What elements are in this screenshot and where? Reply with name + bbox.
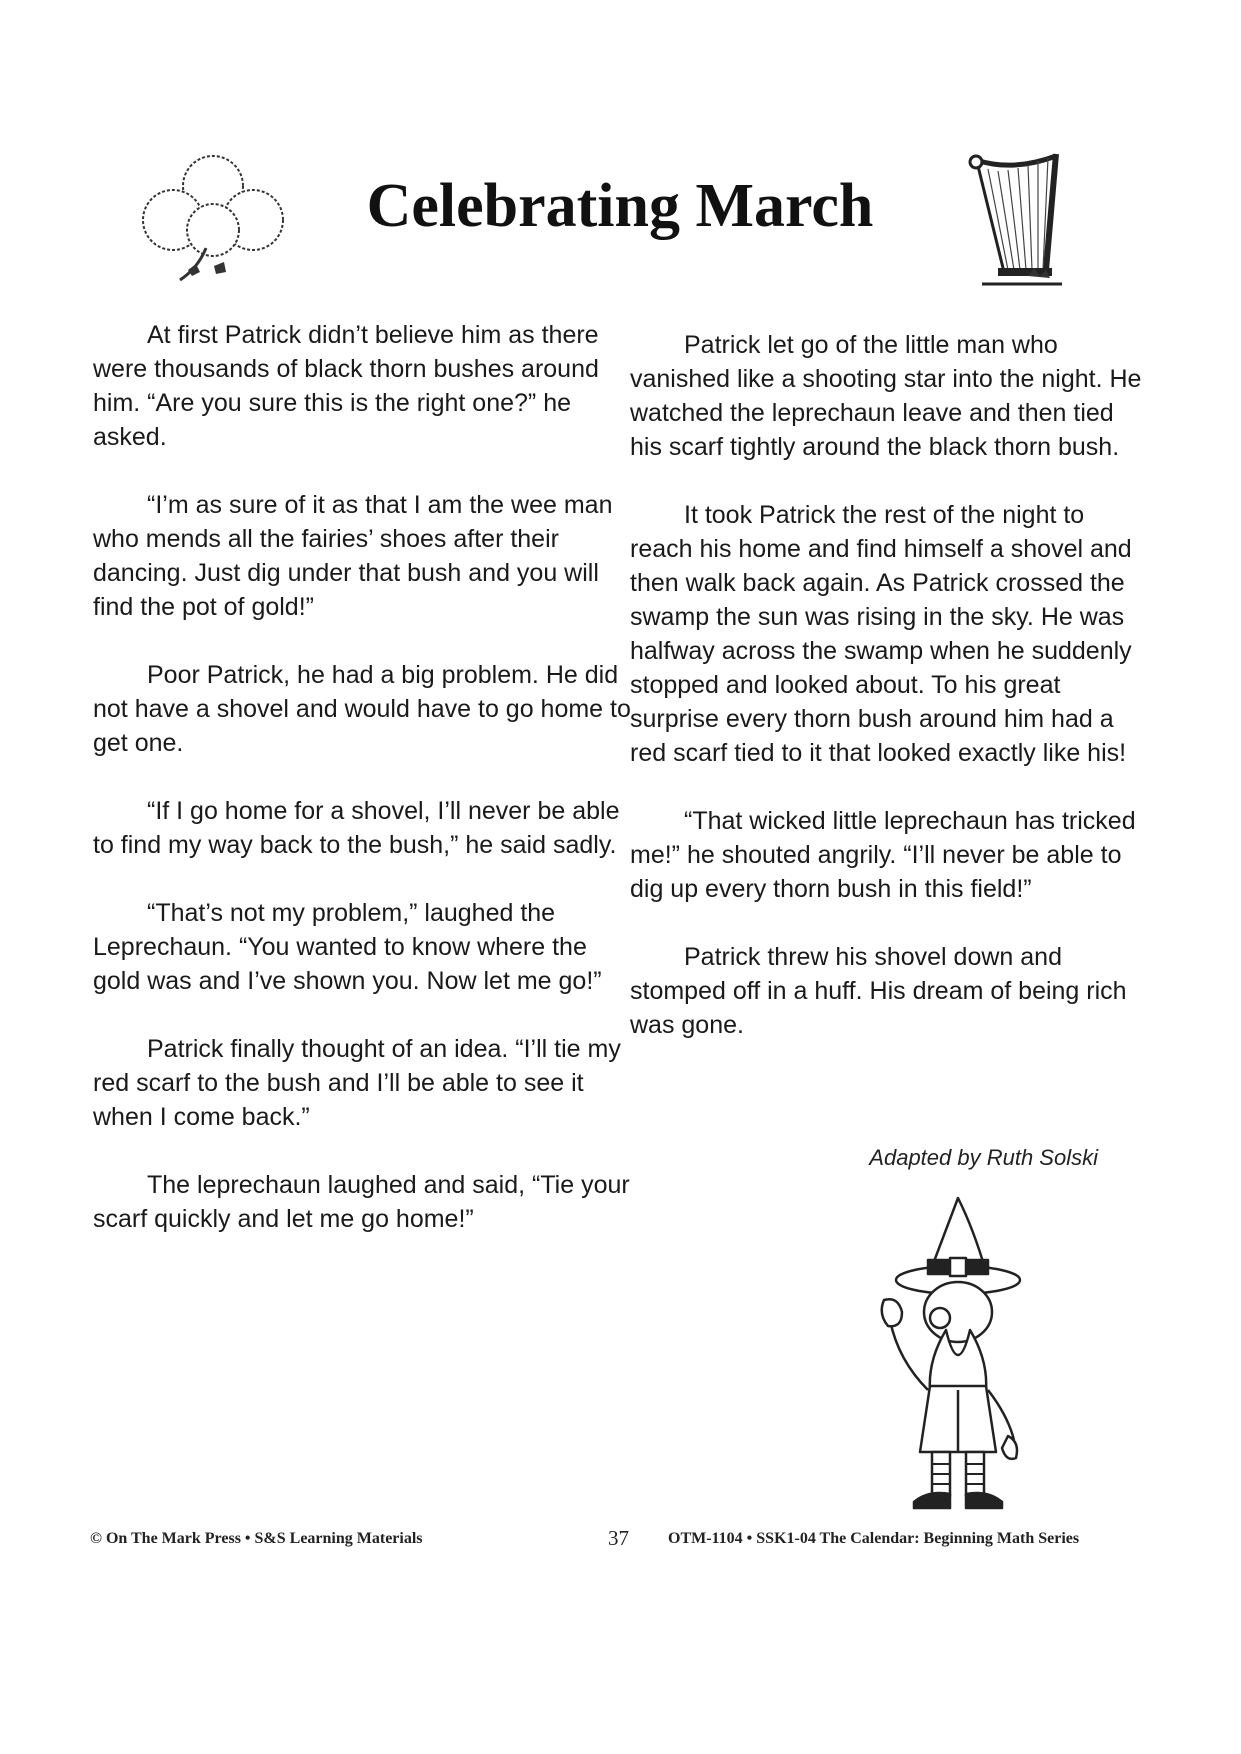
story-paragraph: “I’m as sure of it as that I am the wee man who mends all the fairies’ shoes after their dancing. Just dig under that bush and you will find the pot of gold!”: [93, 491, 613, 621]
page-footer: [0, 1526, 1241, 1556]
story-paragraph: “That’s not my problem,” laughed the Leprechaun. “You wanted to know where the gold was and I’ve shown you. Now let me go!”: [93, 899, 602, 995]
page-title: Celebrating March: [366, 172, 874, 240]
story-paragraph: The leprechaun laughed and said, “Tie your scarf quickly and let me go home!”: [93, 1171, 630, 1233]
story-paragraph: Poor Patrick, he had a big problem. He did not have a shovel and would have to go home to get one.: [93, 661, 631, 757]
footer-publisher: © On The Mark Press • S&S Learning Materials: [90, 1530, 423, 1547]
shamrock-icon: [128, 148, 298, 288]
author-credit: Adapted by Ruth Solski: [869, 1145, 1098, 1170]
story-paragraph: It took Patrick the rest of the night to reach his home and find himself a shovel and then walk back again. As Patrick crossed the swamp the sun was rising in the sky. He was halfway across the swamp when he suddenly stopped and looked about. To his great surprise every thorn bush around him had a red scarf tied to it that looked exactly like his!: [630, 501, 1132, 767]
story-paragraph: “If I go home for a shovel, I’ll never be able to find my way back to the bush,” he said sadly.: [93, 797, 620, 859]
leprechaun-illustration: [858, 1190, 1058, 1520]
story-right-column: [630, 328, 1150, 1076]
story-paragraph: At first Patrick didn’t believe him as there were thousands of black thorn bushes around him. “Are you sure this is the right one?” he asked.: [93, 321, 599, 451]
story-paragraph: Patrick let go of the little man who vanished like a shooting star into the night. He watched the leprechaun leave and then tied his scarf tightly around the black thorn bush.: [630, 331, 1142, 461]
story-paragraph: Patrick finally thought of an idea. “I’ll tie my red scarf to the bush and I’ll be able to see it when I come back.”: [93, 1035, 621, 1131]
footer-page-number: 37: [608, 1526, 629, 1550]
harp-icon: [958, 150, 1070, 298]
story-left-column: [93, 318, 633, 1270]
story-paragraph: Patrick threw his shovel down and stomped off in a huff. His dream of being rich was gone.: [630, 943, 1127, 1039]
footer-series: OTM-1104 • SSK1-04 The Calendar: Beginning Math Series: [668, 1530, 1080, 1547]
story-paragraph: “That wicked little leprechaun has tricked me!” he shouted angrily. “I’ll never be able to dig up every thorn bush in this field!”: [630, 807, 1136, 903]
